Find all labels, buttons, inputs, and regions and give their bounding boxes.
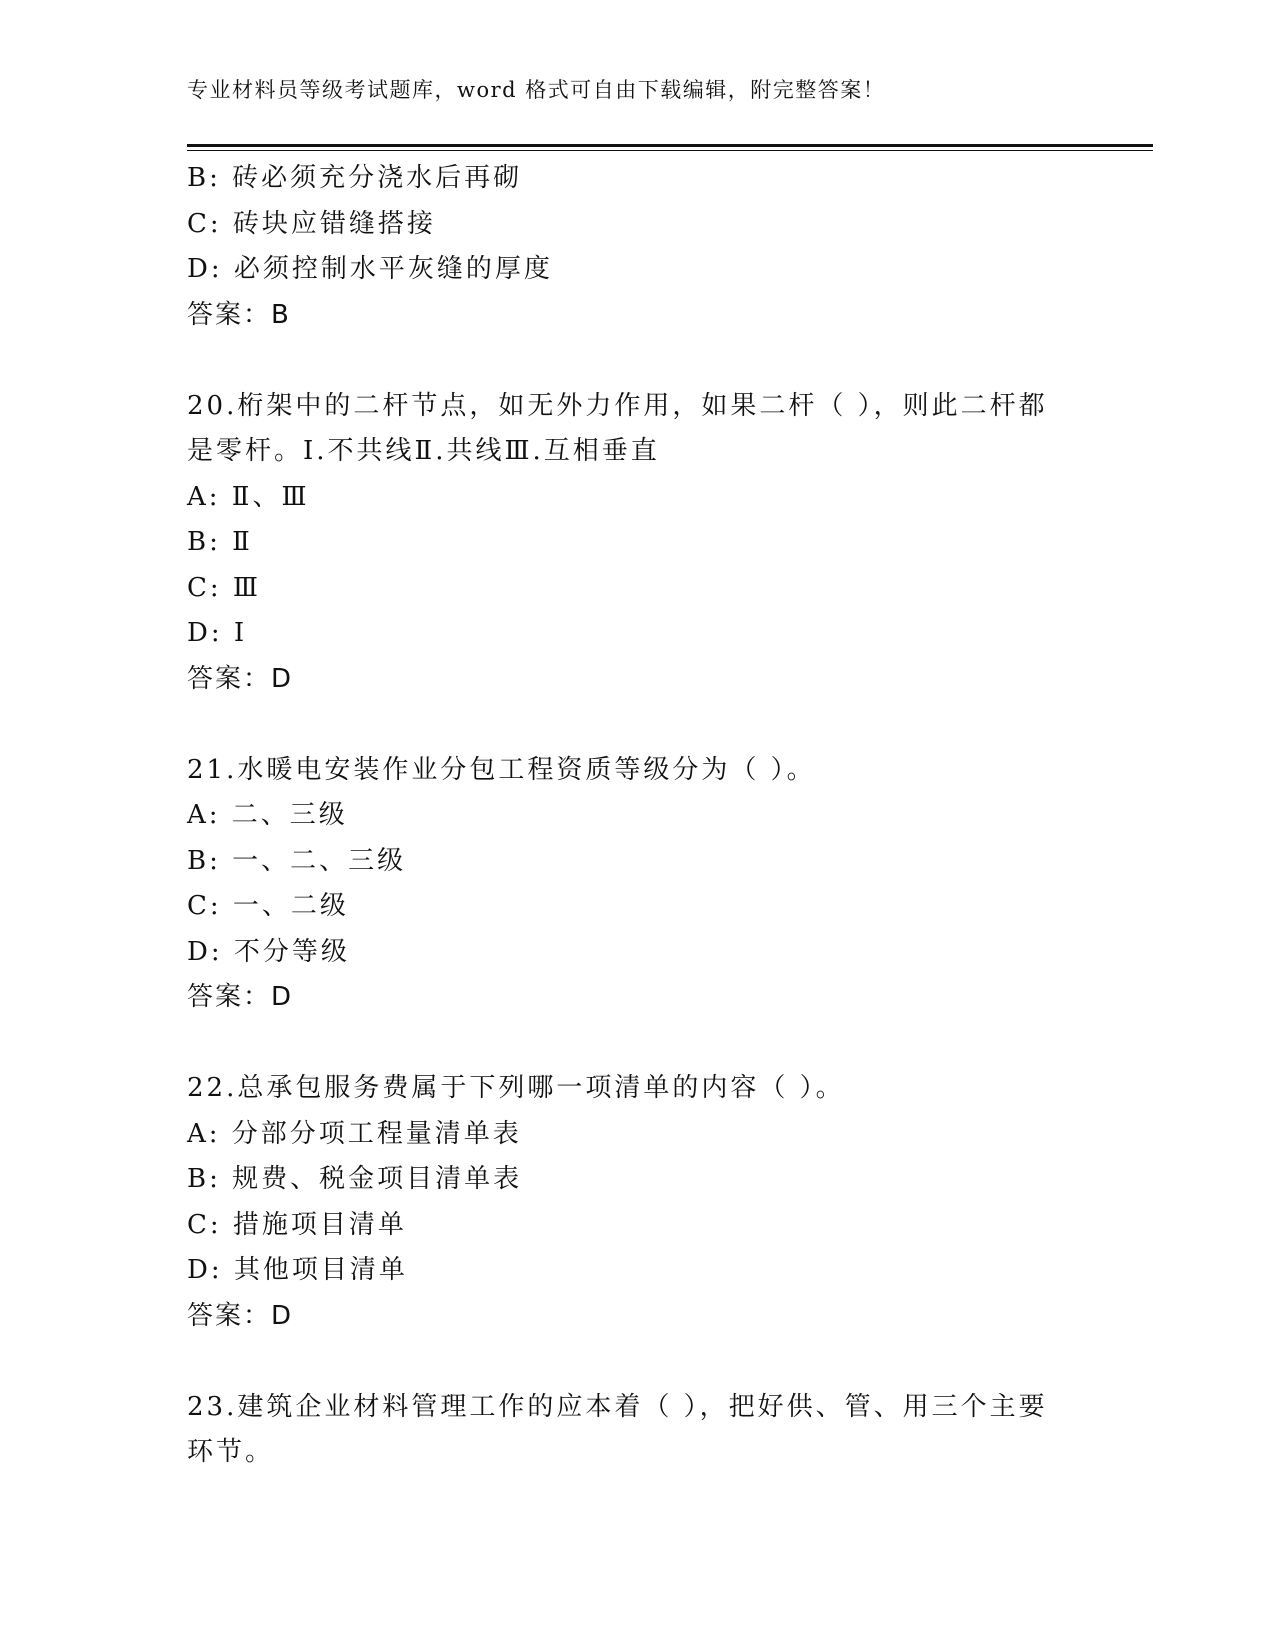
option-d: D: I xyxy=(187,618,248,648)
spacer xyxy=(187,338,1067,384)
option-c: C: 砖块应错缝搭接 xyxy=(187,208,436,239)
answer-line: 答案：D xyxy=(187,1300,294,1331)
spacer xyxy=(187,702,1067,748)
option-b: B: Ⅱ xyxy=(187,527,253,557)
option-c: C: 措施项目清单 xyxy=(187,1209,407,1240)
option-a: A: Ⅱ、Ⅲ xyxy=(187,481,310,512)
question-list xyxy=(187,156,1067,1476)
question-text-line: 23.建筑企业材料管理工作的应本着（ ），把好供、管、用三个主要 xyxy=(187,1391,1048,1422)
option-a: A: 分部分项工程量清单表 xyxy=(187,1118,522,1149)
page-header: 专业材料员等级考试题库，word 格式可自由下载编辑，附完整答案！ xyxy=(187,78,886,102)
option-c: C: Ⅲ xyxy=(187,572,261,603)
spacer xyxy=(187,1021,1067,1067)
header-rule-thick xyxy=(187,144,1153,147)
answer-line: 答案：D xyxy=(187,982,294,1012)
option-d: D: 其他项目清单 xyxy=(187,1255,408,1285)
answer-line: 答案：D xyxy=(187,663,294,694)
option-a: A: 二、三级 xyxy=(187,800,348,830)
question-text-line: 是零杆。I.不共线Ⅱ.共线Ⅲ.互相垂直 xyxy=(187,436,660,466)
question-21 xyxy=(187,748,1067,1021)
option-b: B: 规费、税金项目清单表 xyxy=(187,1164,523,1194)
question-text-line: 22.总承包服务费属于下列哪一项清单的内容（ ）。 xyxy=(187,1073,845,1103)
question-22 xyxy=(187,1066,1067,1339)
question-text-line: 21.水暖电安装作业分包工程资质等级分为（ ）。 xyxy=(187,754,816,785)
option-b: B: 砖必须充分浇水后再砌 xyxy=(187,163,523,193)
option-c: C: 一、二级 xyxy=(187,891,349,921)
question-text-line: 环节。 xyxy=(187,1437,275,1467)
option-d: D: 不分等级 xyxy=(187,936,350,967)
option-d: D: 必须控制水平灰缝的厚度 xyxy=(187,254,553,284)
question-text-line: 20.桁架中的二杆节点，如无外力作用，如果二杆（ ），则此二杆都 xyxy=(187,390,1048,421)
question-23 xyxy=(187,1385,1067,1476)
question-20 xyxy=(187,384,1067,703)
header-rule-thin xyxy=(187,150,1153,151)
spacer xyxy=(187,1339,1067,1385)
option-b: B: 一、二、三级 xyxy=(187,845,407,876)
answer-line: 答案：B xyxy=(187,299,291,330)
question-19-continuation xyxy=(187,156,1067,338)
